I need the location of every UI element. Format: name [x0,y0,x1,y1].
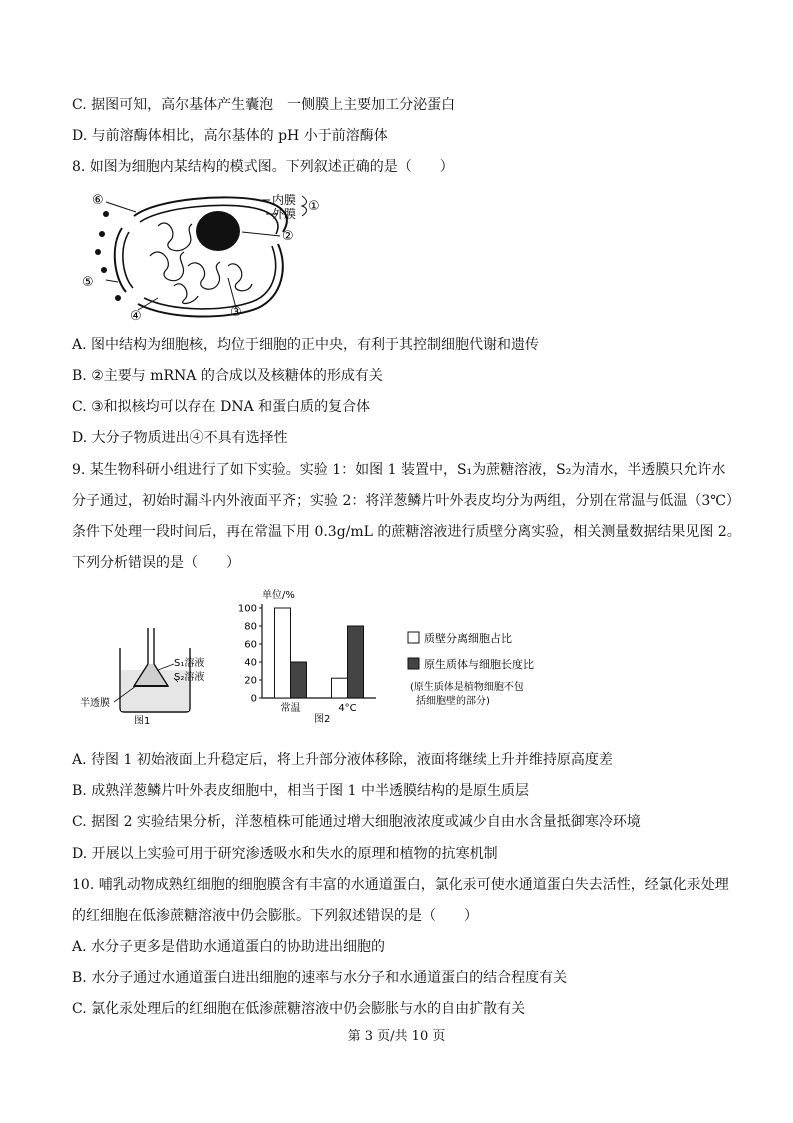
option-9b: B. 成熟洋葱鳞片叶外表皮细胞中，相当于图 1 中半透膜结构的是原生质层 [72,783,529,799]
chart-y-tick-label: 60 [244,639,257,651]
option-10c: C. 氯化汞处理后的红细胞在低渗蔗糖溶液中仍会膨胀与水的自由扩散有关 [72,1001,526,1017]
label-semipermeable-membrane: 半透膜 [80,698,110,709]
label-2: ② [282,229,294,244]
option-7d: D. 与前溶酶体相比，高尔基体的 pH 小于前溶酶体 [72,128,388,144]
question-9-line-2: 分子通过，初始时漏斗内外液面平齐；实验 2：将洋葱鳞片叶外表皮均分为两组，分别在常温与低温（3℃） [72,493,740,509]
chart-y-tick-label: 80 [244,621,257,633]
legend-note-line-1: (原生质体是植物细胞不包 [410,682,524,693]
label-s1: S₁溶液 [174,658,205,669]
page-footer: 第 3 页/共 10 页 [347,1029,446,1044]
question-8-stem: 8. 如图为细胞内某结构的模式图。下列叙述正确的是（ ） [72,159,454,175]
chart-bar [275,608,291,698]
option-8d: D. 大分子物质进出④不具有选择性 [72,430,288,446]
label-4: ④ [130,309,142,324]
legend-protoplast-ratio: 原生质体与细胞长度比 [424,658,534,671]
option-8b: B. ②主要与 mRNA 的合成以及核糖体的形成有关 [72,368,383,384]
chart-bar [332,678,348,698]
question-9-line-3: 条件下处理一段时间后，再在常温下用 0.3g/mL 的蔗糖溶液进行质壁分离实验，相关测量数据结果见图 2。 [72,524,741,540]
option-10a: A. 水分子更多是借助水通道蛋白的协助进出细胞的 [72,939,386,955]
legend-plasmolysis-ratio: 质壁分离细胞占比 [424,632,512,645]
question-10-line-2: 的红细胞在低渗蔗糖溶液中仍会膨胀。下列叙述错误的是（ ） [72,908,478,924]
question-9-line-4: 下列分析错误的是（ ） [72,555,240,571]
legend-swatch-plasmolysis [408,632,419,643]
label-outer-membrane: 外膜 [272,207,297,221]
chart-bar [291,662,307,698]
chart-ylabel: 单位/% [262,590,295,601]
chart-y-tick-label: 40 [244,657,257,669]
option-8a: A. 图中结构为细胞核，均位于细胞的正中央，有利于其控制细胞代谢和遗传 [72,337,540,353]
chart-y-tick-label: 20 [244,675,257,687]
option-9c: C. 据图 2 实验结果分析，洋葱植株可能通过增大细胞液浓度或减少自由水含量抵御寒冷环境 [72,814,641,830]
chart-x-tick-label: 4°C [338,703,357,714]
option-9a: A. 待图 1 初始液面上升稳定后，将上升部分液体移除，液面将继续上升并维持原高度差 [72,752,613,768]
question-10-line-1: 10. 哺乳动物成熟红细胞的细胞膜含有丰富的水通道蛋白，氯化汞可使水通道蛋白失去活性，经氯化汞处理 [72,877,729,893]
nucleus-figure [78,186,338,324]
chart-bar [348,626,364,698]
chart-y-tick-label: 100 [237,603,257,615]
option-7c: C. 据图可知，高尔基体产生囊泡 一侧膜上主要加工分泌蛋白 [72,97,456,113]
figure-2-chart [228,586,608,726]
label-5: ⑤ [82,275,94,290]
question-9-line-1: 9. 某生物科研小组进行了如下实验。实验 1：如图 1 装置中，S₁为蔗糖溶液，S₂为清水，半透膜只允许水 [72,462,726,478]
chart-x-tick-label: 常温 [280,703,301,714]
option-8c: C. ③和拟核均可以存在 DNA 和蛋白质的复合体 [72,399,371,415]
label-s2: S₂溶液 [174,672,205,683]
figure-1-caption: 图1 [134,716,151,724]
option-9d: D. 开展以上实验可用于研究渗透吸水和失水的原理和植物的抗寒机制 [72,846,498,862]
option-10b: B. 水分子通过水通道蛋白进出细胞的速率与水分子和水通道蛋白的结合程度有关 [72,970,568,986]
label-3: ③ [230,305,242,320]
legend-swatch-protoplast [408,658,419,669]
chart-y-tick-label: 0 [250,693,257,705]
figure-2-caption: 图2 [314,714,331,725]
label-6: ⑥ [92,193,104,208]
label-1: ① [308,199,320,214]
figure-1-osmometer [78,620,228,724]
legend-note-line-2: 括细胞壁的部分) [416,696,490,707]
label-inner-membrane: 内膜 [272,193,297,207]
